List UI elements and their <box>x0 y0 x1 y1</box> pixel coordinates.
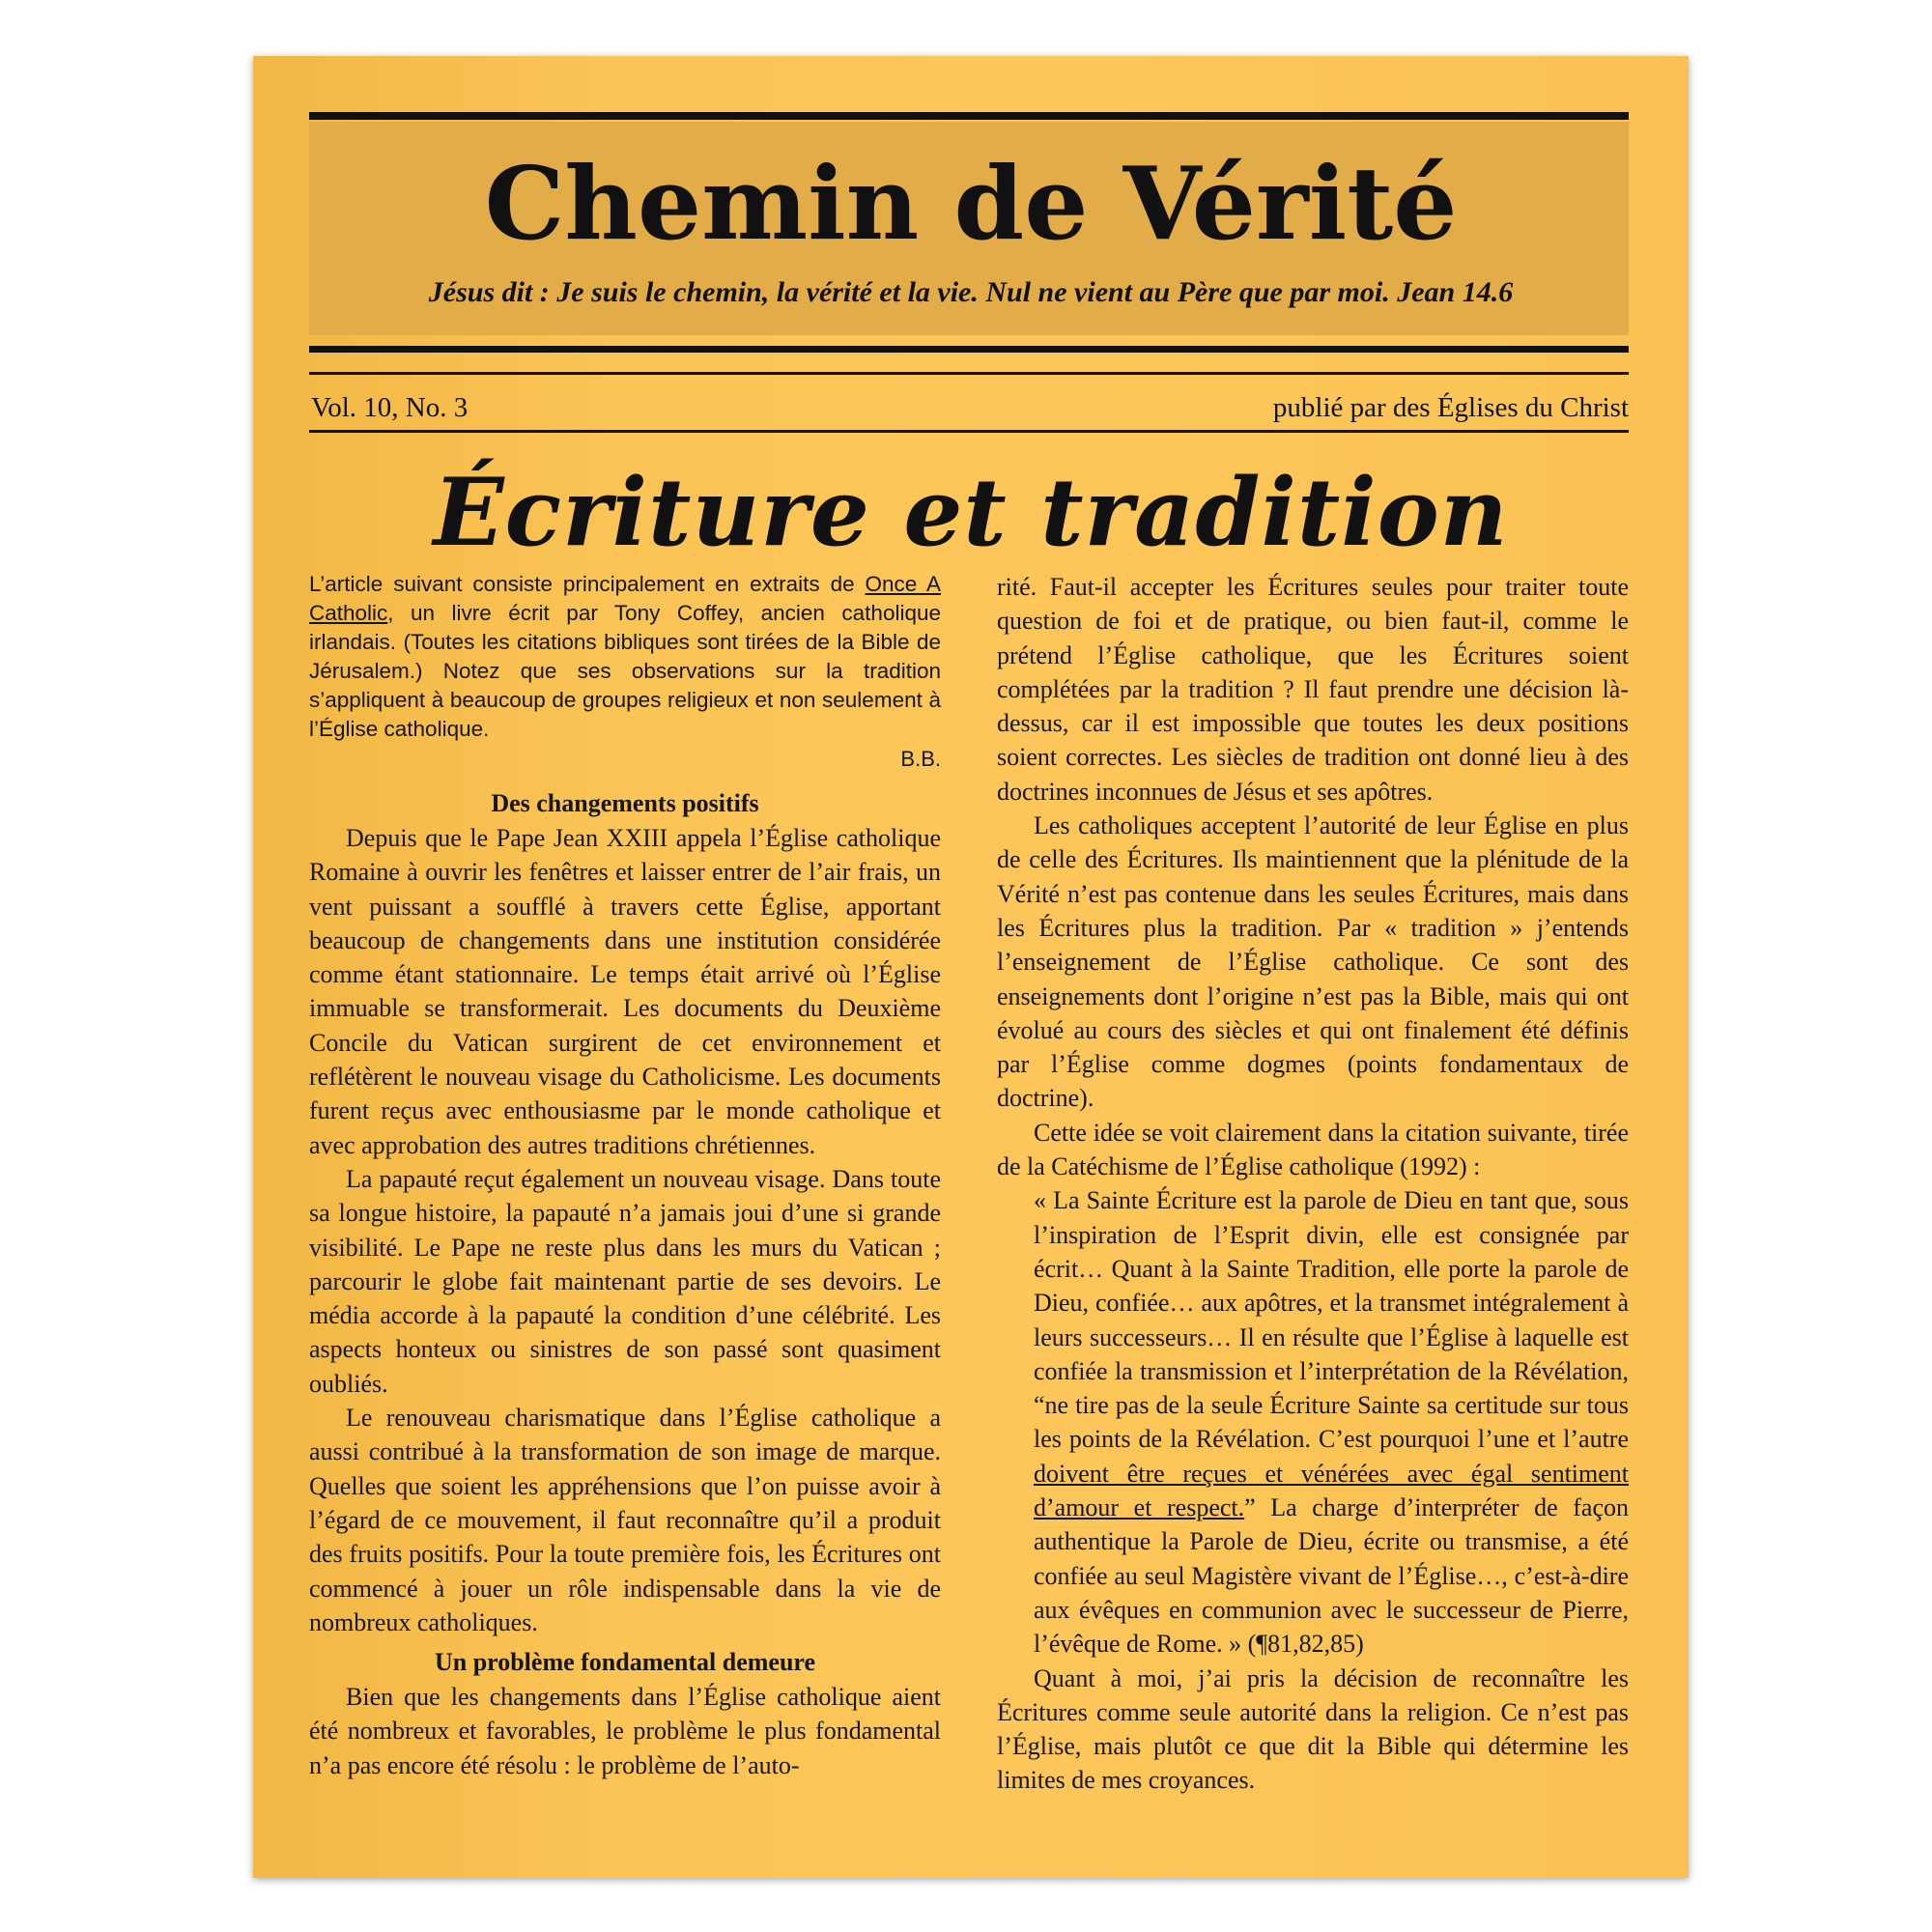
catechism-quote <box>997 1183 1629 1661</box>
paragraph: Le renouveau charismatique dans l’Église catholique a aussi contribué à la transformation de son image de marque. Quelles que soient les appréhensions que l’on puisse avoir à l’égard de ce mouvement, il faut reconnaître qu’il a produit des fruits positifs. Pour la toute première fois, les Écritures ont commencé à jouer un rôle indispensable dans la vie de nombreux catholiques. <box>309 1404 941 1636</box>
left-column <box>309 570 941 1782</box>
newsletter-title: Chemin de Vérité <box>484 144 1458 263</box>
editor-initials: B.B. <box>900 747 941 771</box>
quote-text: « La Sainte Écriture est la parole de Dieu en tant que, sous l’inspiration de l’Esprit divin, elle est consignée par écrit… Quant à la Sainte Tradition, elle porte la parole de Dieu, confiée… aux apôtres, et la transmet intégralement à leurs successeurs… Il en résulte que l’Église à laquelle est confiée la transmission et l’interprétation de la Révélation, “ne tire pas de la seule Écriture Sainte sa certitude sur tous les points de la Révélation. C’est pourquoi l’une et l’autre doivent être reçues et vénérées avec égal sentiment d’amour et respect.” La charge d’interpréter de façon authentique la Parole de Dieu, écrite ou transmise, a été confiée au seul Magistère vivant de l’Église…, c’est-à-dire aux évêques en communion avec le successeur de Pierre, l’évêque de Rome. » (¶81,82,85) <box>1034 1186 1629 1659</box>
paragraph: Les catholiques acceptent l’autorité de leur Église en plus de celle des Écritures. Ils maintiennent que la plénitude de la Vérité n’est pas contenue dans les seules Écritures, mais dans les Écritures plus la tradition. Par « tradition » j’entends l’enseignement de l’Église catholique. Ce sont des enseignements dont l’origine n’est pas la Bible, mais qui ont évolué au cours des siècles et qui ont finalement été définis par l’Église comme dogmes (points fondamentaux de doctrine). <box>997 811 1629 1113</box>
quote-underlined-phrase: doivent être reçues et vénérées avec égal sentiment d’amour et respect. <box>1034 1459 1629 1522</box>
paragraph: Bien que les changements dans l’Église catholique aient été nombreux et favorables, le problème le plus fondamental n’a pas encore été résolu : le problème de l’auto- <box>309 1683 941 1779</box>
article-headline: Écriture et tradition <box>433 458 1509 567</box>
closing-paragraph: Quant à moi, j’ai pris la décision de reconnaître les Écritures comme seule autorité dans la religion. Ce n’est pas l’Église, mais plutôt ce que dit la Bible qui détermine les limites de mes croyances. <box>997 1663 1629 1795</box>
editor-intro: L’article suivant consiste principalement en extraits de Once A Catholic, un livre écrit par Tony Coffey, ancien catholique irlandais. (Toutes les citations bibliques sont tirées de la Bible de Jérusalem.) Notez que ses observations sur la tradition s’appliquent à beaucoup de groupes religieux et non seulement à l’Église catholique. <box>309 572 942 741</box>
masthead-tagline: Jésus dit : Je suis le chemin, la vérité et la vie. Nul ne vient au Père que par moi. Jean 14.6 <box>428 276 1514 308</box>
paragraph: La papauté reçut également un nouveau visage. Dans toute sa longue histoire, la papauté n’a jamais joui d’une si grande visibilité. Le Pape ne reste plus dans les murs du Vatican ; parcourir le globe fait maintenant partie de ses devoirs. Le média accorde à la papauté la condition d’une célébrité. Les aspects honteux ou sinistres de son passé sont quasiment oubliés. <box>309 1164 941 1398</box>
masthead-bottom-rule <box>309 346 1629 353</box>
meta-top-rule <box>309 372 1629 375</box>
book-title-link: Once A Catholic <box>309 572 942 625</box>
newsletter-page <box>253 56 1689 1878</box>
right-column <box>997 570 1629 1798</box>
section-heading-positive-changes: Des changements positifs <box>491 789 759 817</box>
paragraph-continued: rité. Faut-il accepter les Écritures seules pour traiter toute question de foi et de pratique, ou bien faut-il, comme le prétend l’Église catholique, que les Écritures soient complétées par la tradition ? Il faut prendre une décision là-dessus, car il est impossible que toutes les deux positions soient correctes. Les siècles de tradition ont donné lieu à des doctrines inconnues de Jésus et ses apôtres. <box>997 573 1629 806</box>
section-heading-fundamental-problem: Un problème fondamental demeure <box>434 1648 816 1677</box>
paragraph: Cette idée se voit clairement dans la citation suivante, tirée de la Catéchisme de l’Église catholique (1992) : <box>997 1118 1629 1181</box>
paragraph: Depuis que le Pape Jean XXIII appela l’Église catholique Romaine à ouvrir les fenêtres et laisser entrer de l’air frais, un vent puissant a soufflé à travers cette Église, apportant beaucoup de changements dans une institution considérée comme étant stationnaire. Le temps était arrivé où l’Église immuable se transformerait. Les documents du Deuxième Concile du Vatican surgirent de cet environnement et reflétèrent le nouveau visage du Catholicisme. Les documents furent reçus avec enthousiasme par le monde catholique et avec approbation des autres traditions chrétiennes. <box>309 824 941 1159</box>
meta-bottom-rule <box>309 430 1629 433</box>
volume-number: Vol. 10, No. 3 <box>311 392 469 423</box>
publisher-line: publié par des Églises du Christ <box>1272 392 1629 423</box>
masthead-top-rule <box>309 112 1629 120</box>
